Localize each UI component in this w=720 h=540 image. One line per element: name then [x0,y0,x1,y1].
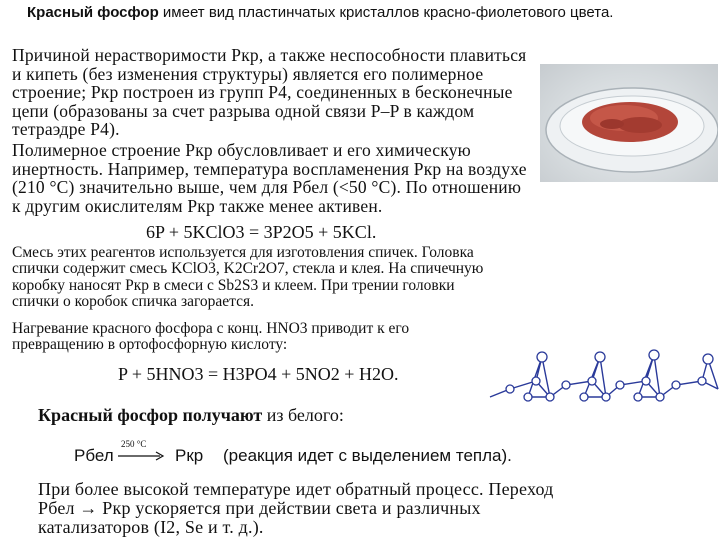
equation-left: Pбел [74,446,114,465]
reaction-arrow-icon [116,449,166,463]
paragraph-nitric-acid: Нагревание красного фосфора с конц. HNO3 приводит к его превращению в ортофосфорную кислоту: [12,320,410,354]
polymer-chain-diagram [488,345,720,415]
paragraph-chemical-inertness: Полимерное строение Pкр обусловливает и его химическую инертность. Например, температура воспламенения Pкр на воздухе (210 °С) значительно выше, чем для Pбел (<50 °С). По отношению к другим окислителям Pкр также менее активен. [12,140,527,216]
red-phosphorus-photo [540,64,718,182]
title-rest: имеет вид пластинчатых кристаллов красно-фиолетового цвета. [158,4,614,21]
paragraph-preparation [38,405,344,426]
title-bold: Красный фосфор [27,4,159,21]
paragraph-matches: Смесь этих реагентов используется для изготовления спичек. Головка спички содержит смесь KClO3, K2Cr2O7, стекла и клея. На спичечную коробку наносят Pкр в смеси с Sb2S3 и клеем. При трении головки спички о коробок спичка загорается. [12,244,484,310]
equation-kclo3: 6P + 5KClO3 = 3P2O5 + 5KCl. [146,222,377,242]
preparation-bold: Красный фосфор получают [38,405,263,425]
equation-condition: 250 °С [121,439,147,449]
equation-note: (реакция идет с выделением тепла). [223,446,512,465]
slide-title [27,4,717,21]
paragraph-polymer-structure: Причиной нерастворимости Pкр, а также неспособности плавиться и кипеть (без изменения структуры) является его полимерное строение; Pкр построен из групп P4, соединенных в бесконечные цепи (образованы за счет разрыва одной связи P–P в каждом тетраэдре P4). [12,45,527,139]
preparation-rest: из белого: [262,405,344,425]
watch-glass-icon [540,64,718,182]
equation-right: Pкр [175,446,204,465]
paragraph-reverse-process: При более высокой температуре идет обратный процесс. Переход Pбел → Pкр ускоряется при действии света и различных катализаторов (I2, Se и т. д.). [38,479,554,537]
equation-hno3: P + 5HNO3 = H3PO4 + 5NO2 + H2O. [118,364,399,384]
